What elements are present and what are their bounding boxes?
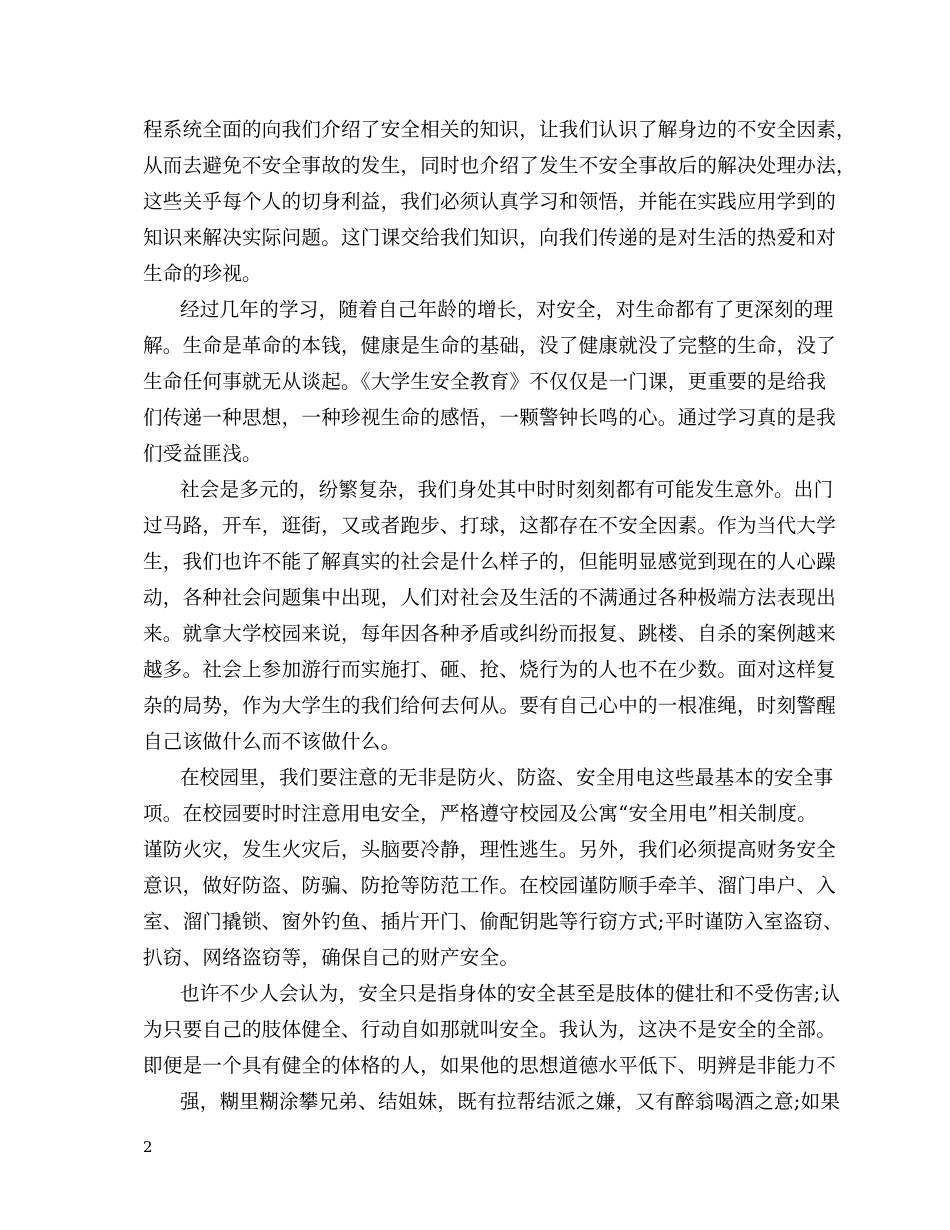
text-line: 为只要自己的肢体健全、行动自如那就叫安全。我认为，这决不是安全的全部。 bbox=[143, 1018, 837, 1041]
text-line: 从而去避免不安全事故的发生，同时也介绍了发生不安全事故后的解决处理办法， bbox=[143, 154, 856, 177]
text-line: 项。在校园要时时注意用电安全，严格遵守校园及公寓“安全用电”相关制度。 bbox=[143, 802, 817, 825]
text-line: 室、溜门撬锁、窗外钓鱼、插片开门、偷配钥匙等行窃方式;平时谨防入室盗窃、 bbox=[143, 910, 843, 933]
text-line: 越多。社会上参加游行而实施打、砸、抢、烧行为的人也不在少数。面对这样复 bbox=[143, 658, 837, 681]
text-line: 来。就拿大学校园来说，每年因各种矛盾或纠纷而报复、跳楼、自杀的案例越来 bbox=[143, 622, 837, 645]
text-line: 解。生命是革命的本钱，健康是生命的基础，没了健康就没了完整的生命，没了 bbox=[143, 334, 837, 357]
paragraph-start-line: 在校园里，我们要注意的无非是防火、防盗、安全用电这些最基本的安全事 bbox=[180, 766, 834, 789]
paragraph-start-line: 也许不少人会认为，安全只是指身体的安全甚至是肢体的健壮和不受伤害;认 bbox=[180, 982, 841, 1005]
text-line: 即便是一个具有健全的体格的人，如果他的思想道德水平低下、明辨是非能力不 bbox=[143, 1054, 837, 1077]
text-line: 过马路，开车，逛街，又或者跑步、打球，这都存在不安全因素。作为当代大学 bbox=[143, 514, 837, 537]
text-line: 谨防火灾，发生火灾后，头脑要冷静，理性逃生。另外，我们必须提高财务安全 bbox=[143, 838, 837, 861]
text-line: 扒窃、网络盗窃等，确保自己的财产安全。 bbox=[143, 946, 520, 969]
text-line: 程系统全面的向我们介绍了安全相关的知识，让我们认识了解身边的不安全因素， bbox=[143, 118, 856, 141]
paragraph-start-line: 经过几年的学习，随着自己年龄的增长，对安全，对生命都有了更深刻的理 bbox=[180, 298, 834, 321]
text-line: 自己该做什么而不该做什么。 bbox=[143, 730, 401, 753]
text-line: 动，各种社会问题集中出现，人们对社会及生活的不满通过各种极端方法表现出 bbox=[143, 586, 837, 609]
text-line: 这些关乎每个人的切身利益，我们必须认真学习和领悟，并能在实践应用学到的 bbox=[143, 190, 837, 213]
text-line: 知识来解决实际问题。这门课交给我们知识，向我们传递的是对生活的热爱和对 bbox=[143, 226, 837, 249]
text-line: 们受益匪浅。 bbox=[143, 442, 262, 465]
text-line: 杂的局势，作为大学生的我们给何去何从。要有自己心中的一根准绳，时刻警醒 bbox=[143, 694, 837, 717]
text-line: 生命任何事就无从谈起。《大学生安全教育》不仅仅是一门课，更重要的是给我 bbox=[143, 370, 827, 393]
page-number: 2 bbox=[143, 1138, 153, 1156]
text-line: 生命的珍视。 bbox=[143, 262, 262, 285]
text-line: 们传递一种思想，一种珍视生命的感悟，一颗警钟长鸣的心。通过学习真的是我 bbox=[143, 406, 837, 429]
text-line: 生，我们也许不能了解真实的社会是什么样子的，但能明显感觉到现在的人心躁 bbox=[143, 550, 837, 573]
paragraph-start-line: 社会是多元的，纷繁复杂，我们身处其中时时刻刻都有可能发生意外。出门 bbox=[180, 478, 834, 501]
text-line: 意识，做好防盗、防骗、防抢等防范工作。在校园谨防顺手牵羊、溜门串户、入 bbox=[143, 874, 837, 897]
text-line: 强，糊里糊涂攀兄弟、结姐妹，既有拉帮结派之嫌，又有醉翁喝酒之意;如果 bbox=[180, 1090, 841, 1113]
